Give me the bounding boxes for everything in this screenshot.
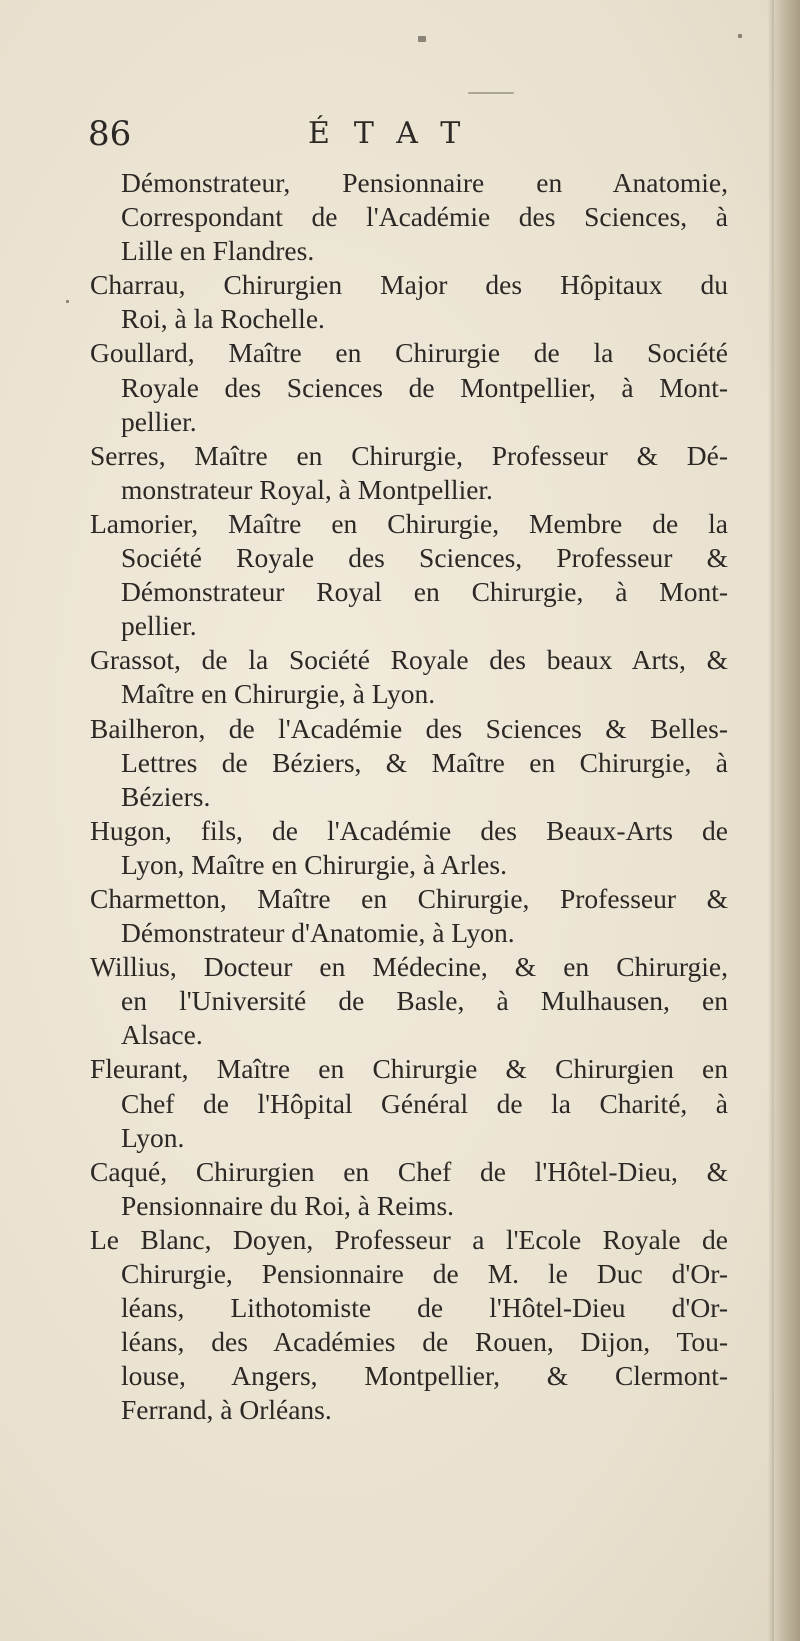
ink-speck xyxy=(468,92,514,94)
text-line: Royale des Sciences de Montpellier, à Mont- xyxy=(121,371,728,403)
book-gutter xyxy=(774,0,800,1641)
text-line: Goullard, Maître en Chirurgie de la Société xyxy=(90,337,728,369)
page-number: 86 xyxy=(88,114,132,154)
text-line: Lyon. xyxy=(121,1121,185,1153)
text-line: Correspondant de l'Académie des Sciences, à xyxy=(121,201,728,233)
text-line: Le Blanc, Doyen, Professeur a l'Ecole Royale de xyxy=(90,1223,728,1255)
text-line: Béziers. xyxy=(121,780,211,812)
text-line: Charmetton, Maître en Chirurgie, Professeur & xyxy=(90,882,728,914)
text-line: Lyon, Maître en Chirurgie, à Arles. xyxy=(121,848,507,880)
text-line: louse, Angers, Montpellier, & Clermont- xyxy=(121,1360,728,1392)
text-line: Hugon, fils, de l'Académie des Beaux-Arts de xyxy=(90,814,728,846)
ink-speck xyxy=(418,36,426,42)
text-line: léans, Lithotomiste de l'Hôtel-Dieu d'Or- xyxy=(121,1292,728,1324)
text-line: Démonstrateur Royal en Chirurgie, à Mont- xyxy=(121,576,728,608)
text-line: Chef de l'Hôpital Général de la Charité, à xyxy=(121,1087,728,1119)
text-line: Alsace. xyxy=(121,1019,203,1051)
text-line: Willius, Docteur en Médecine, & en Chirurgie, xyxy=(90,951,728,983)
text-line: Roi, à la Rochelle. xyxy=(121,303,325,335)
text-line: Chirurgie, Pensionnaire de M. le Duc d'Or- xyxy=(121,1258,728,1289)
text-line: pellier. xyxy=(121,405,197,437)
text-line: Démonstrateur d'Anatomie, à Lyon. xyxy=(121,917,515,949)
text-line: pellier. xyxy=(121,610,197,642)
running-title: ÉTAT xyxy=(308,116,485,151)
text-line: Lamorier, Maître en Chirurgie, Membre de la xyxy=(90,507,728,539)
text-line: Bailheron, de l'Académie des Sciences & Belles- xyxy=(90,712,728,744)
text-line: Lille en Flandres. xyxy=(121,235,315,267)
text-line: Serres, Maître en Chirurgie, Professeur & Dé- xyxy=(90,439,728,471)
text-line: Maître en Chirurgie, à Lyon. xyxy=(121,678,436,710)
ink-speck xyxy=(738,34,742,38)
text-line: Ferrand, à Orléans. xyxy=(121,1394,332,1426)
body-text xyxy=(88,166,728,1427)
text-line: léans, des Académies de Rouen, Dijon, Tou- xyxy=(121,1326,728,1358)
text-line: Charrau, Chirurgien Major des Hôpitaux du xyxy=(90,269,728,301)
text-line: Société Royale des Sciences, Professeur & xyxy=(121,542,728,574)
ink-speck xyxy=(66,300,69,303)
text-line: en l'Université de Basle, à Mulhausen, en xyxy=(121,985,728,1017)
text-line: Pensionnaire du Roi, à Reims. xyxy=(121,1189,455,1221)
text-line: Fleurant, Maître en Chirurgie & Chirurgien en xyxy=(90,1053,728,1085)
text-line: Grassot, de la Société Royale des beaux Arts, & xyxy=(90,644,728,676)
running-header xyxy=(88,112,728,156)
text-line: monstrateur Royal, à Montpellier. xyxy=(121,473,493,505)
text-line: Démonstrateur, Pensionnaire en Anatomie, xyxy=(121,167,728,198)
text-line: Caqué, Chirurgien en Chef de l'Hôtel-Dieu, & xyxy=(90,1155,728,1187)
text-line: Lettres de Béziers, & Maître en Chirurgie, à xyxy=(121,746,728,778)
